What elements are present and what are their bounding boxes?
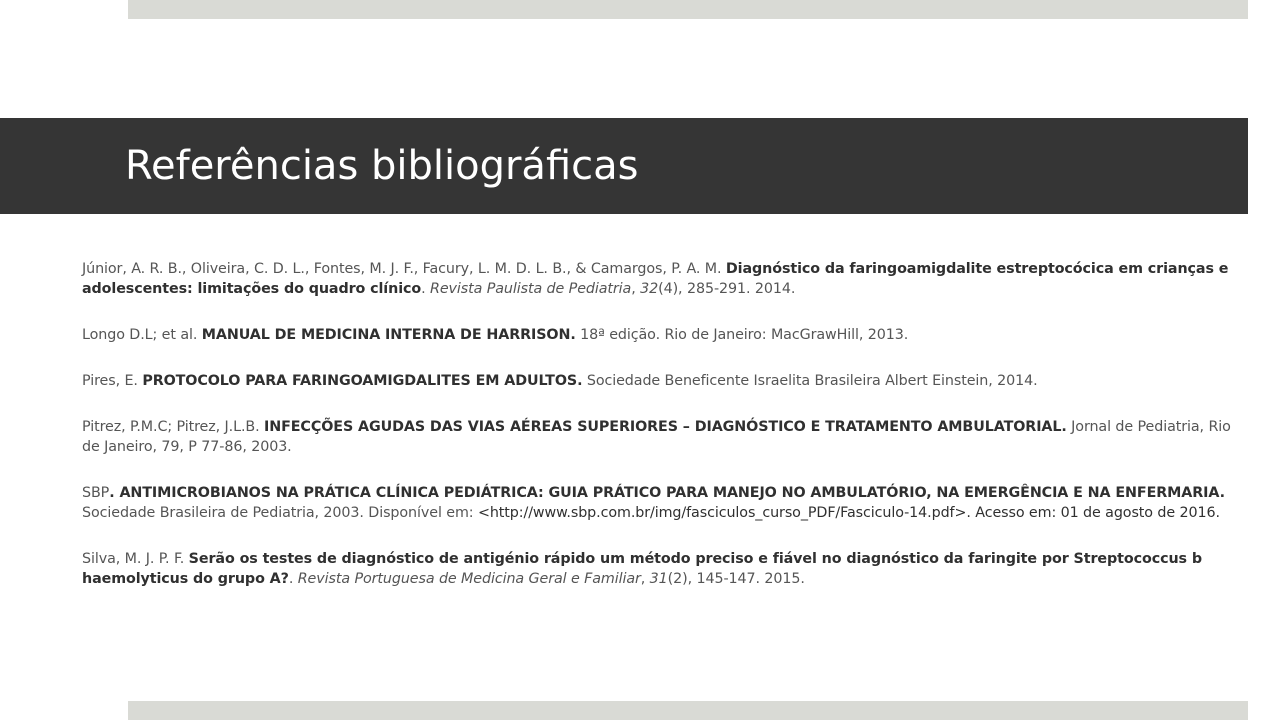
reference-title: Serão os testes de diagnóstico de antigénio rápido um método preciso e fiável no diagnóstico da faringite por Streptococcus b haemolyticus do grupo A?	[82, 551, 1202, 587]
slide-title: Referências bibliográficas	[125, 143, 639, 189]
reference-authors: Longo D.L; et al.	[82, 327, 202, 343]
reference-details: (2), 145-147. 2015.	[667, 571, 805, 587]
reference-title: INFECÇÕES AGUDAS DAS VIAS AÉREAS SUPERIORES – DIAGNÓSTICO E TRATAMENTO AMBULATORIAL.	[264, 419, 1067, 435]
reference-journal: Revista Paulista de Pediatria	[429, 281, 632, 297]
reference-punctuation: .	[421, 281, 430, 297]
bottom-accent-bar	[128, 701, 1248, 720]
reference-details: Sociedade Brasileira de Pediatria, 2003. Disponível em:	[82, 505, 478, 521]
reference-item	[82, 325, 1232, 345]
reference-item	[82, 483, 1232, 523]
reference-item	[82, 259, 1232, 299]
reference-item	[82, 371, 1232, 391]
reference-punctuation: .	[288, 571, 298, 587]
top-accent-bar	[128, 0, 1248, 19]
reference-item	[82, 549, 1232, 589]
reference-link: <http://www.sbp.com.br/img/fasciculos_curso_PDF/Fasciculo-14.pdf>. Acesso em: 01 de agosto de 2016.	[477, 505, 1220, 521]
reference-volume: 31	[649, 571, 668, 587]
reference-details: 18ª edição. Rio de Janeiro: MacGrawHill, 2013.	[575, 327, 909, 343]
reference-authors: Júnior, A. R. B., Oliveira, C. D. L., Fontes, M. J. F., Facury, L. M. D. L. B., & Camargos, P. A. M.	[82, 261, 726, 277]
reference-authors: Pitrez, P.M.C; Pitrez, J.L.B.	[82, 419, 265, 435]
reference-authors: Pires, E.	[82, 373, 143, 389]
reference-title: PROTOCOLO PARA FARINGOAMIGDALITES EM ADULTOS.	[142, 373, 583, 389]
reference-authors: SBP	[82, 485, 110, 501]
reference-punctuation: .	[109, 485, 120, 501]
reference-details: Sociedade Beneficente Israelita Brasileira Albert Einstein, 2014.	[582, 373, 1038, 389]
reference-separator: ,	[631, 281, 641, 297]
reference-details: Jornal de Pediatria, Rio de Janeiro, 79, P 77-86, 2003.	[82, 419, 1231, 455]
reference-separator: ,	[640, 571, 650, 587]
reference-list	[82, 259, 1232, 615]
reference-title: Diagnóstico da faringoamigdalite estreptocócica em crianças e adolescentes: limitações do quadro clínico	[82, 261, 1229, 297]
reference-item	[82, 417, 1232, 457]
reference-authors: Silva, M. J. P. F.	[82, 551, 189, 567]
reference-title: MANUAL DE MEDICINA INTERNA DE HARRISON.	[201, 327, 576, 343]
reference-title: ANTIMICROBIANOS NA PRÁTICA CLÍNICA PEDIÁTRICA: GUIA PRÁTICO PARA MANEJO NO AMBULATÓRIO, NA EMERGÊNCIA E NA ENFERMARIA.	[119, 485, 1225, 501]
reference-journal: Revista Portuguesa de Medicina Geral e Familiar	[297, 571, 641, 587]
reference-details: (4), 285-291. 2014.	[658, 281, 796, 297]
reference-volume: 32	[640, 281, 659, 297]
